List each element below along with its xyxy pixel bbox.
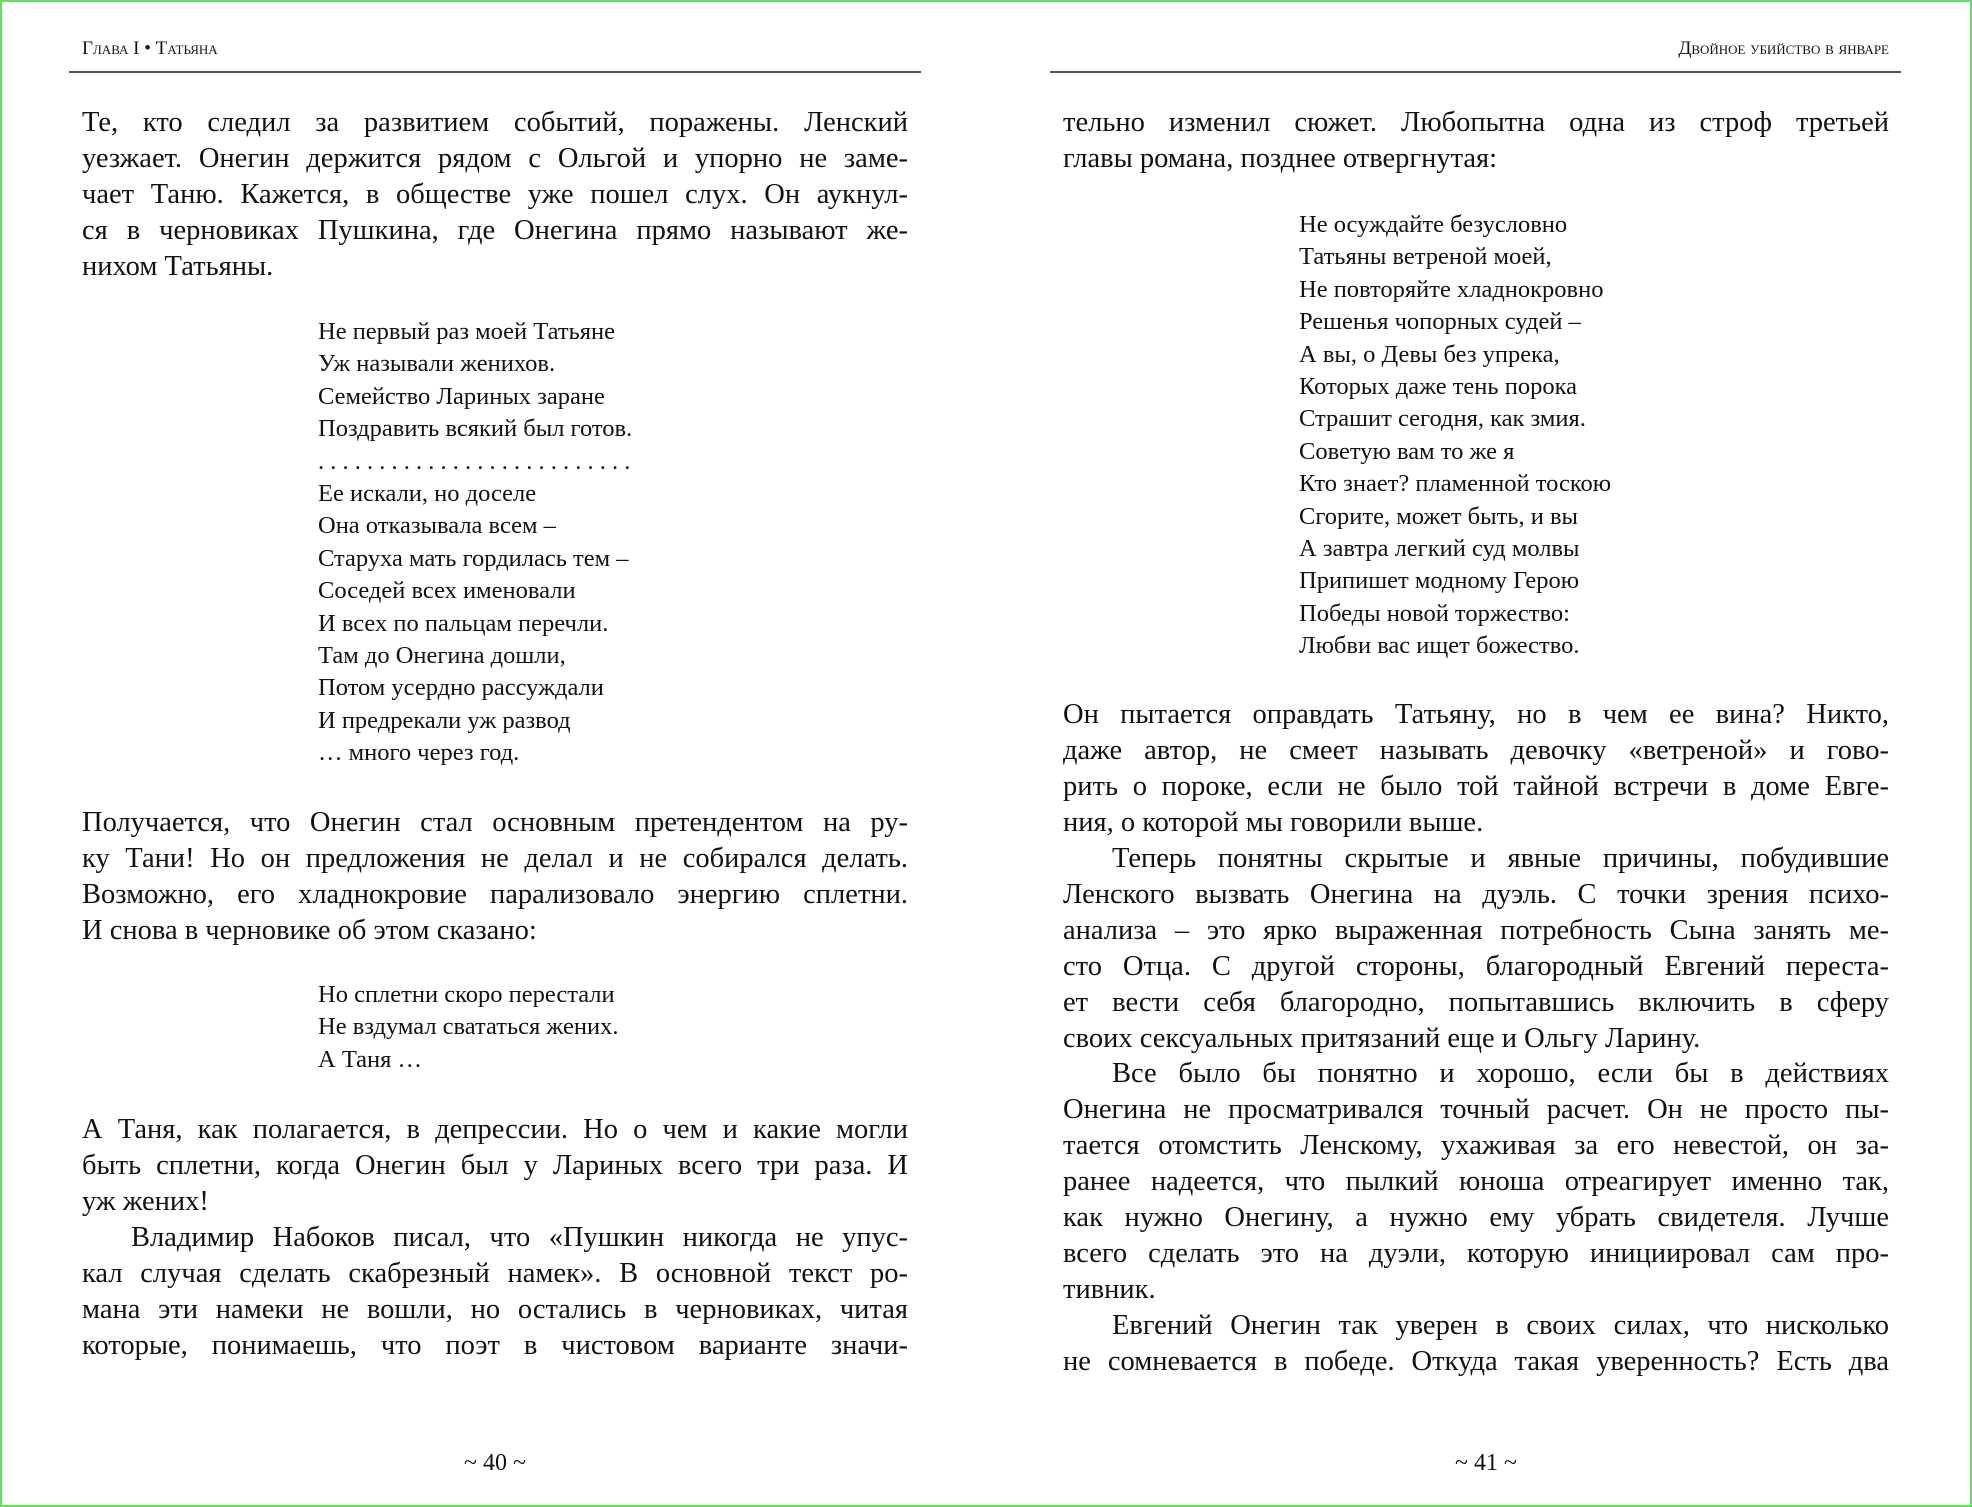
- text-line: как нужно Онегину, а нужно ему убрать свидетеля. Лучше: [1063, 1202, 1889, 1233]
- verse-line: Она отказывала всем –: [318, 512, 556, 540]
- text-line: нихом Татьяны.: [82, 251, 274, 282]
- text-line: Евгений Онегин так уверен в своих силах, что нисколько: [1112, 1310, 1889, 1341]
- page-number-left: ~ 40 ~: [464, 1450, 526, 1476]
- verse-line: Советую вам то же я: [1299, 437, 1515, 465]
- text-line: всего сделать это на дуэли, которую инициировал сам про-: [1063, 1238, 1889, 1269]
- text-line: Теперь понятны скрытые и явные причины, побудившие: [1112, 843, 1889, 874]
- text-line: тивник.: [1063, 1274, 1156, 1305]
- text-line: ния, о которой мы говорили выше.: [1063, 807, 1484, 838]
- page-number-right: ~ 41 ~: [1455, 1450, 1517, 1476]
- text-line: даже автор, не смеет называть девочку «ветреной» и гово-: [1063, 735, 1889, 766]
- verse-line: … много через год.: [318, 739, 520, 767]
- verse-line: А Таня …: [318, 1045, 423, 1073]
- running-head-right: Двойное убийство в январе: [1678, 38, 1889, 59]
- verse-line: . . . . . . . . . . . . . . . . . . . . . . . . . .: [318, 447, 631, 475]
- paragraph: [1063, 105, 1889, 177]
- verse-line: И всех по пальцам перечли.: [318, 609, 609, 637]
- verse-line: Ее искали, но доселе: [318, 479, 537, 507]
- verse-line: Соседей всех именовали: [318, 577, 576, 605]
- paragraph: [82, 1112, 908, 1220]
- text-line: Онегина не просматривался точный расчет. Он не просто пы-: [1063, 1094, 1889, 1125]
- text-line: чает Таню. Кажется, в обществе уже пошел слух. Он аукнул-: [82, 179, 908, 210]
- verse-line: Но сплетни скоро перестали: [318, 981, 615, 1008]
- verse-line: Решенья чопорных судей –: [1299, 308, 1581, 336]
- text-line: Те, кто следил за развитием событий, поражены. Ленский: [82, 107, 908, 138]
- text-line: уж жених!: [82, 1186, 209, 1217]
- paragraph: [82, 105, 908, 285]
- paragraph: [1063, 1056, 1889, 1308]
- verse-line: А вы, о Девы без упрека,: [1299, 340, 1560, 368]
- verse-line: А завтра легкий суд молвы: [1299, 534, 1580, 562]
- verse-quote: [318, 979, 619, 1076]
- verse-line: Страшит сегодня, как змия.: [1299, 405, 1586, 433]
- verse-line: Семейство Лариных заране: [318, 382, 605, 410]
- paragraph: [82, 805, 908, 949]
- running-head-left: Глава I • Татьяна: [82, 38, 218, 59]
- verse-quote: [1299, 209, 1611, 662]
- verse-line: Там до Онегина дошли,: [318, 641, 566, 669]
- verse-quote: [318, 316, 632, 769]
- text-line: ранее надеется, что пылкий юноша отреагирует именно так,: [1063, 1166, 1889, 1197]
- text-line: ся в черновиках Пушкина, где Онегина прямо называют же-: [82, 215, 908, 246]
- text-line: тается отомстить Ленскому, ухаживая за его невестой, он за-: [1063, 1130, 1889, 1161]
- text-line: Получается, что Онегин стал основным претендентом на ру-: [82, 807, 908, 838]
- text-line: тельно изменил сюжет. Любопытна одна из строф третьей: [1063, 107, 1889, 138]
- text-line: А Таня, как полагается, в депрессии. Но о чем и какие могли: [82, 1114, 908, 1145]
- text-line: ку Тани! Но он предложения не делал и не собирался делать.: [82, 843, 908, 874]
- text-line: не сомневается в победе. Откуда такая уверенность? Есть два: [1063, 1346, 1889, 1377]
- verse-line: Старуха мать гордилась тем –: [318, 544, 629, 572]
- verse-line: Сгорите, может быть, и вы: [1299, 502, 1578, 530]
- verse-line: Победы новой торжество:: [1299, 599, 1570, 627]
- text-line: быть сплетни, когда Онегин был у Лариных всего три раза. И: [82, 1150, 908, 1181]
- verse-line: Кто знает? пламенной тоскою: [1299, 470, 1612, 498]
- text-line: мана эти намеки не вошли, но остались в черновиках, читая: [82, 1294, 908, 1325]
- verse-line: Не повторяйте хладнокровно: [1299, 275, 1604, 303]
- text-line: И снова в черновике об этом сказано:: [82, 915, 537, 946]
- text-line: рить о пороке, если не было той тайной встречи в доме Евге-: [1063, 771, 1889, 802]
- verse-line: Уж называли женихов.: [318, 350, 556, 378]
- verse-line: Татьяны ветреной моей,: [1299, 243, 1552, 271]
- text-line: Он пытается оправдать Татьяну, но в чем ее вина? Никто,: [1063, 699, 1889, 730]
- verse-line: И предрекали уж развод: [318, 706, 571, 734]
- verse-line: Не первый раз моей Татьяне: [318, 318, 616, 345]
- text-line: своих сексуальных притязаний еще и Ольгу Ларину.: [1063, 1023, 1701, 1054]
- right-page: [986, 0, 1972, 1507]
- text-line: Владимир Набоков писал, что «Пушкин никогда не упус-: [131, 1222, 908, 1253]
- text-line: уезжает. Онегин держится рядом с Ольгой и упорно не заме-: [82, 143, 908, 174]
- text-line: Возможно, его хладнокровие парализовало энергию сплетни.: [82, 879, 908, 910]
- verse-line: Которых даже тень порока: [1299, 372, 1577, 400]
- text-line: Все было бы понятно и хорошо, если бы в действиях: [1112, 1058, 1889, 1089]
- text-line: анализа – это ярко выраженная потребность Сына занять ме-: [1063, 915, 1889, 946]
- text-line: которые, понимаешь, что поэт в чистовом варианте значи-: [82, 1330, 908, 1361]
- verse-line: Не вздумал свататься жених.: [318, 1013, 619, 1041]
- paragraph: [1063, 1308, 1889, 1380]
- text-line: ет вести себя благородно, попытавшись включить в сферу: [1063, 987, 1889, 1018]
- paragraph: [1063, 841, 1889, 1057]
- verse-line: Поздравить всякий был готов.: [318, 415, 633, 443]
- verse-line: Потом усердно рассуждали: [318, 674, 604, 702]
- verse-line: Любви вас ищет божество.: [1299, 632, 1580, 660]
- header-rule-right: [1050, 71, 1901, 73]
- paragraph: [82, 1220, 908, 1364]
- verse-line: Не осуждайте безусловно: [1299, 211, 1568, 238]
- text-line: сто Отца. С другой стороны, благородный Евгений переста-: [1063, 951, 1889, 982]
- text-line: Ленского вызвать Онегина на дуэль. С точки зрения психо-: [1063, 879, 1889, 910]
- verse-line: Припишет модному Герою: [1299, 567, 1580, 595]
- header-rule-left: [69, 71, 921, 73]
- paragraph: [1063, 697, 1889, 841]
- text-line: главы романа, позднее отвергнутая:: [1063, 143, 1498, 174]
- text-line: кал случая сделать скабрезный намек». В основной текст ро-: [82, 1258, 908, 1289]
